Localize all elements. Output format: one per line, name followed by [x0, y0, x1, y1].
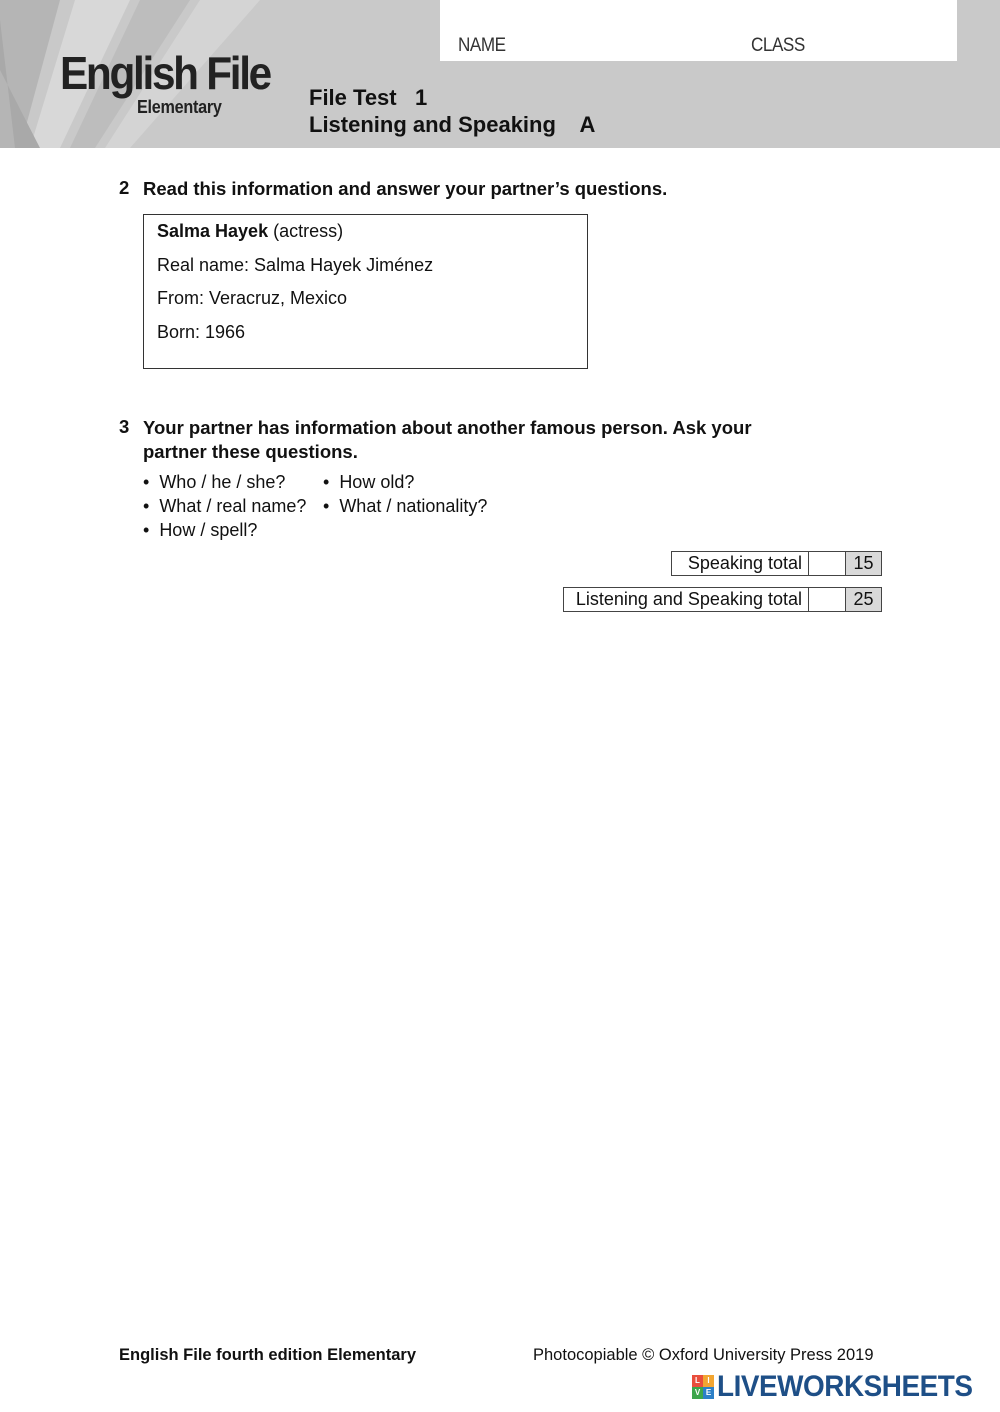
- info-from: From: Veracruz, Mexico: [157, 288, 348, 308]
- page-header: [0, 0, 1000, 148]
- info-person-role: (actress): [268, 221, 344, 241]
- info-real-name: Real name: Salma Hayek Jiménez: [157, 255, 434, 275]
- info-box: [143, 214, 588, 369]
- liveworksheets-wordmark: LIVEWORKSHEETS: [717, 1370, 973, 1403]
- info-born: Born: 1966: [157, 322, 246, 342]
- question-3-number: 3: [119, 416, 130, 437]
- speaking-total-label: Speaking total: [671, 551, 809, 576]
- speaking-score-field[interactable]: [809, 551, 846, 576]
- info-name-line: [157, 221, 343, 242]
- info-person-name: Salma Hayek: [157, 221, 269, 241]
- listening-speaking-total-label: Listening and Speaking total: [563, 587, 809, 612]
- class-label: CLASS: [751, 35, 805, 56]
- liveworksheets-icon: L I V E: [692, 1375, 714, 1399]
- question-2-number: 2: [119, 177, 130, 198]
- speaking-max-score: 15: [846, 551, 882, 576]
- footer-copyright: Photocopiable © Oxford University Press 2019: [533, 1346, 874, 1364]
- question-item: • How / spell?: [143, 520, 258, 540]
- total-max-score: 25: [846, 587, 882, 612]
- question-3-instruction-line1: Your partner has information about another famous person. Ask your: [143, 417, 752, 438]
- name-label: NAME: [458, 35, 506, 56]
- speaking-total-row: [671, 551, 882, 576]
- question-2-instruction: Read this information and answer your partner’s questions.: [143, 178, 668, 199]
- logo-title: English File: [60, 47, 270, 99]
- test-title: File Test 1: [309, 85, 428, 110]
- question-3-instruction-line2: partner these questions.: [143, 441, 358, 462]
- name-class-box: [440, 0, 957, 61]
- question-item: • Who / he / she?: [143, 472, 286, 492]
- logo-subtitle: Elementary: [137, 97, 222, 117]
- test-subtitle: Listening and Speaking A: [309, 112, 596, 137]
- footer-edition: English File fourth edition Elementary: [119, 1346, 417, 1364]
- question-item: • What / real name?: [143, 496, 307, 516]
- listening-speaking-total-row: [563, 587, 882, 612]
- liveworksheets-logo: [692, 1371, 992, 1403]
- question-item: • What / nationality?: [323, 496, 488, 516]
- question-item: • How old?: [323, 472, 415, 492]
- total-score-field[interactable]: [809, 587, 846, 612]
